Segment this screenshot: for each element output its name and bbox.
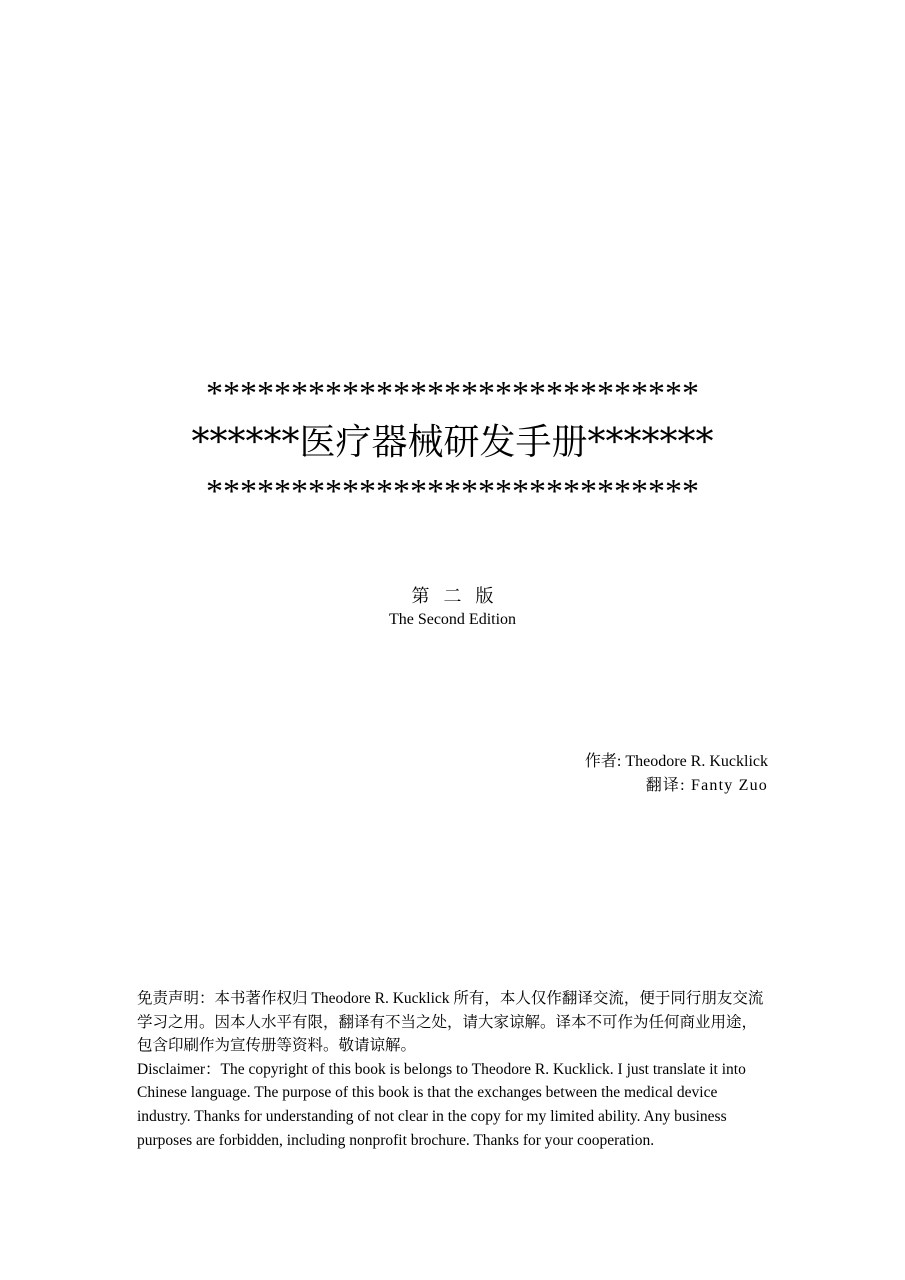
disclaimer-block (137, 987, 769, 1152)
translator-line: 翻译: Fanty Zuo (645, 777, 768, 794)
credits-block (585, 750, 768, 798)
title-block (0, 370, 905, 516)
disclaimer-chinese: 免责声明：本书著作权归 Theodore R. Kucklick 所有，本人仅作翻译交流，便于同行朋友交流学习之用。因本人水平有限，翻译有不当之处，请大家谅解。译本不可作为任何商业用途，包含印刷作为宣传册等资料。敬请谅解。 (137, 990, 764, 1055)
title-stars-bottom: ***************************** (206, 473, 699, 510)
author-line: 作者: Theodore R. Kucklick (584, 753, 768, 770)
disclaimer-english: Disclaimer：The copyright of this book is belongs to Theodore R. Kucklick. I just translate it into Chinese language. The purpose of this book is that the exchanges between the medical device industry. Thanks for understanding of not clear in the copy for my limited ability. Any business purposes are forbidden, including nonprofit brochure. Thanks for your cooperation. (137, 1060, 746, 1149)
book-title: ******医疗器械研发手册******* (191, 422, 714, 463)
edition-chinese: 第二版 (411, 586, 508, 606)
edition-english: The Second Edition (388, 611, 517, 628)
title-stars-top: ***************************** (206, 375, 699, 412)
edition-block (0, 584, 905, 632)
